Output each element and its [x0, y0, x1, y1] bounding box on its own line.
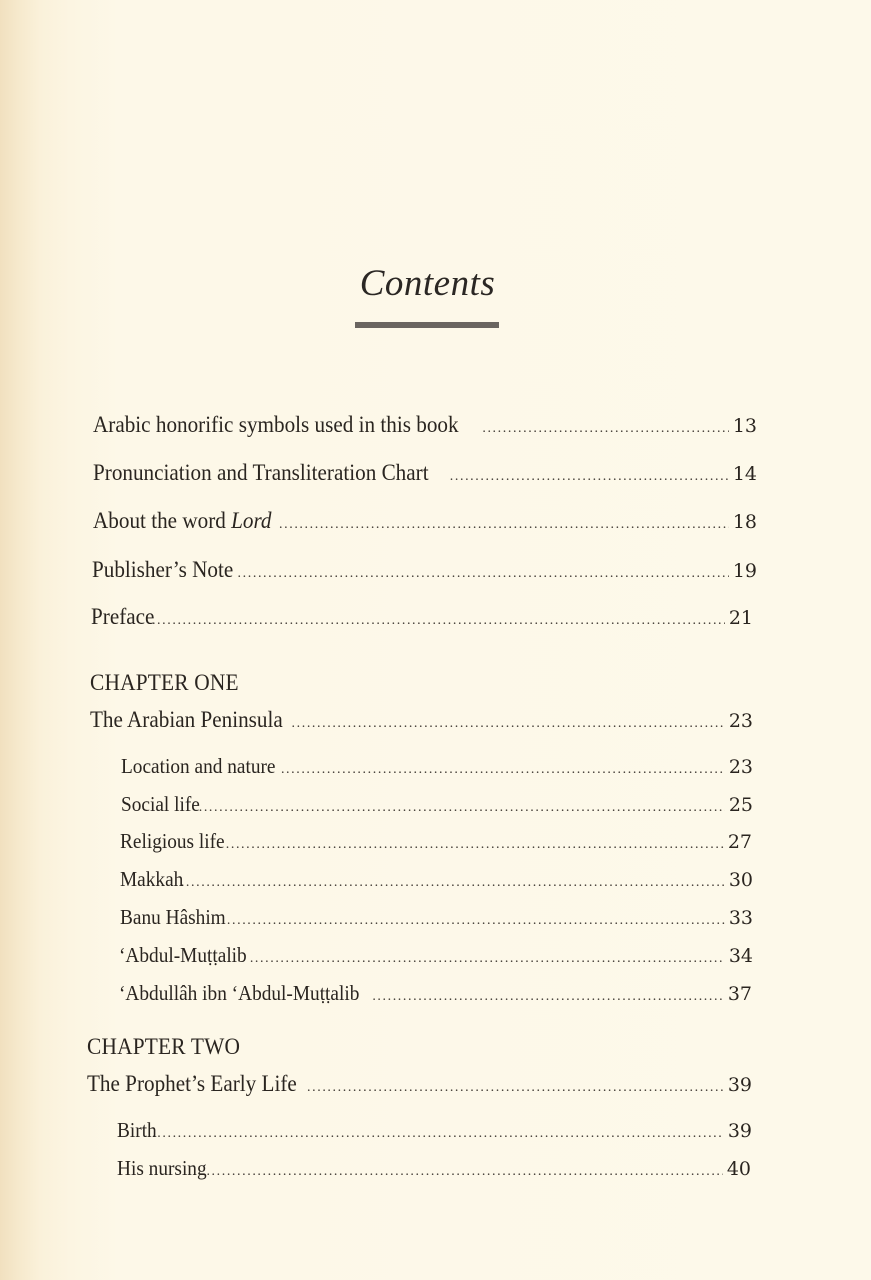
- toc-entry-label: Religious life: [120, 829, 225, 853]
- toc-entry-label: Birth: [117, 1118, 157, 1142]
- toc-page-number: 19: [732, 560, 757, 582]
- toc-entry-banu-hashim[interactable]: [120, 905, 753, 930]
- toc-entry-label: [93, 508, 271, 534]
- chapter-one-heading: CHAPTER ONE: [90, 670, 239, 695]
- toc-entry-location-and-nature[interactable]: [121, 754, 753, 779]
- dot-leader: [372, 990, 724, 1004]
- toc-entry-label: Arabic honorific symbols used in this book: [93, 412, 459, 437]
- toc-entry-label: ‘Abdullâh ibn ‘Abdul-Muṭṭalib: [119, 981, 360, 1005]
- dot-leader: [482, 422, 728, 436]
- toc-page-number: 34: [728, 945, 753, 967]
- toc-entry-preface[interactable]: [91, 604, 753, 630]
- toc-entry-label: The Prophet’s Early Life: [87, 1071, 297, 1096]
- dot-leader: [238, 567, 729, 581]
- dot-leader: [292, 717, 725, 731]
- toc-page-number: 39: [727, 1120, 752, 1142]
- toc-page-number: 14: [732, 463, 757, 485]
- dot-leader: [281, 763, 725, 777]
- toc-entry-label: Banu Hâshim: [120, 905, 226, 929]
- toc-entry-religious-life[interactable]: [120, 829, 752, 854]
- toc-entry-label-text: About the word: [93, 508, 232, 533]
- toc-page-number: 23: [728, 756, 753, 778]
- toc-entry-label: Preface: [91, 604, 155, 629]
- dot-leader: [227, 914, 725, 928]
- toc-entry-social-life[interactable]: [121, 792, 753, 817]
- toc-entry-birth[interactable]: [117, 1118, 752, 1143]
- toc-entry-honorific-symbols[interactable]: [93, 412, 757, 438]
- toc-entry-label: Makkah: [120, 867, 184, 891]
- toc-entry-abdullah-ibn-abdul-muttalib[interactable]: [119, 981, 752, 1006]
- page-title: Contents: [359, 263, 496, 304]
- toc-page-number: 18: [732, 511, 757, 533]
- toc-page-number: 27: [727, 831, 752, 853]
- toc-entry-label-italic: Lord: [231, 508, 272, 533]
- toc-entry-publishers-note[interactable]: [92, 557, 757, 583]
- toc-entry-label: The Arabian Peninsula: [90, 707, 283, 732]
- dot-leader: [279, 518, 729, 532]
- chapter-two-heading: CHAPTER TWO: [87, 1034, 241, 1059]
- toc-page-number: 13: [732, 415, 757, 437]
- toc-page-number: 37: [727, 983, 752, 1005]
- dot-leader: [307, 1081, 724, 1095]
- toc-page-number: 30: [728, 869, 753, 891]
- toc-entry-label: Location and nature: [121, 754, 276, 778]
- toc-entry-his-nursing[interactable]: [117, 1156, 751, 1181]
- toc-entry-label: ‘Abdul-Muṭṭalib: [119, 943, 247, 967]
- dot-leader: [226, 838, 724, 852]
- toc-entry-label: His nursing: [117, 1156, 207, 1180]
- dot-leader: [250, 952, 725, 966]
- dot-leader: [152, 1127, 724, 1141]
- dot-leader: [199, 801, 725, 815]
- toc-page-number: 21: [728, 607, 753, 629]
- toc-entry-label: Publisher’s Note: [92, 557, 234, 582]
- dot-leader: [450, 470, 729, 484]
- dot-leader: [181, 876, 725, 890]
- toc-entry-makkah[interactable]: [120, 867, 753, 892]
- toc-entry-label: Social life: [121, 792, 200, 816]
- toc-page-number: 39: [727, 1074, 752, 1096]
- toc-page-number: 25: [728, 794, 753, 816]
- dot-leader: [152, 614, 725, 628]
- toc-page-number: 40: [726, 1158, 751, 1180]
- toc-page-number: 33: [728, 907, 753, 929]
- toc-page-number: 23: [728, 710, 753, 732]
- toc-entry-arabian-peninsula[interactable]: [90, 707, 753, 733]
- title-underline-rule: [355, 322, 499, 328]
- toc-entry-abdul-muttalib[interactable]: [119, 943, 753, 968]
- toc-entry-about-word-lord[interactable]: [93, 508, 757, 534]
- toc-entry-prophets-early-life[interactable]: [87, 1071, 752, 1097]
- dot-leader: [206, 1165, 722, 1179]
- toc-entry-pronunciation-chart[interactable]: [93, 460, 757, 486]
- toc-entry-label: Pronunciation and Transliteration Chart: [93, 460, 429, 485]
